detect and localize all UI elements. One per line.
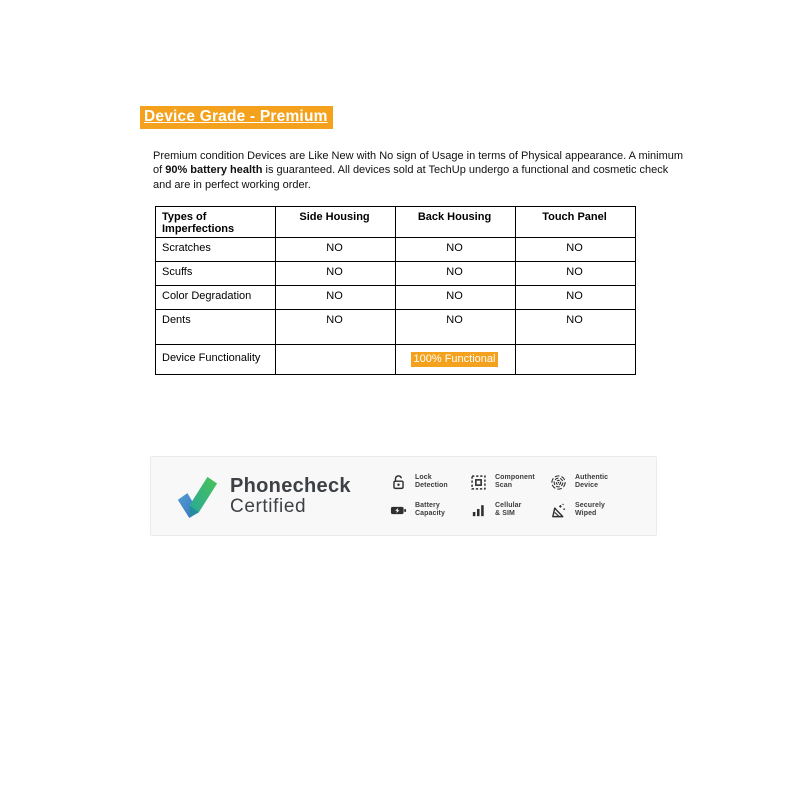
description-text-1: Premium condition Devices are Like New with No sign of Usage in terms of Physical appearance. A minimum of <box>153 150 684 177</box>
row-label: Scratches <box>156 238 276 262</box>
cell-value: NO <box>516 310 636 345</box>
cell-value: NO <box>276 286 396 310</box>
header-touch-panel: Touch Panel <box>516 207 636 238</box>
description-bold-text: 90% battery health <box>165 164 263 177</box>
feature-securely-wiped <box>550 502 630 519</box>
table-row <box>156 262 636 286</box>
cell-value: NO <box>276 238 396 262</box>
feature-label-line2: Detection <box>415 482 448 489</box>
brand-name: Phonecheck <box>230 474 351 497</box>
page-title: Device Grade - Premium <box>140 106 333 129</box>
feature-cellular-sim <box>470 502 550 519</box>
header-side-housing: Side Housing <box>276 207 396 238</box>
row-label: Device Functionality <box>156 345 276 375</box>
cell-value: NO <box>276 262 396 286</box>
feature-label <box>575 474 608 490</box>
feature-battery-capacity <box>390 502 470 519</box>
phonecheck-logo <box>173 473 351 519</box>
component-scan-icon <box>470 474 487 491</box>
table-row <box>156 345 636 375</box>
row-label: Dents <box>156 310 276 345</box>
brand-subtitle: Certified <box>230 495 307 517</box>
phonecheck-checkmark-icon <box>173 473 219 519</box>
cell-value: NO <box>516 238 636 262</box>
feature-label <box>495 474 535 490</box>
feature-label-line2: Wiped <box>575 510 597 517</box>
description-text-2: is guaranteed. All devices sold at TechUp undergo a functional and cosmetic check and are in perfect working order. <box>153 164 669 191</box>
table-header-row <box>156 207 636 238</box>
functional-highlight: 100% Functional <box>411 352 499 367</box>
cell-value-highlighted <box>396 345 516 375</box>
secure-wipe-icon <box>550 502 567 519</box>
cell-value <box>516 345 636 375</box>
signal-bars-icon <box>470 502 487 519</box>
table-row <box>156 286 636 310</box>
feature-label-line1: Component <box>495 474 535 481</box>
cell-value: NO <box>396 262 516 286</box>
feature-label-line1: Cellular <box>495 502 522 509</box>
row-label: Color Degradation <box>156 286 276 310</box>
cell-value: NO <box>276 310 396 345</box>
feature-label <box>415 502 445 518</box>
phonecheck-certified-badge <box>150 456 657 536</box>
feature-label <box>415 474 448 490</box>
feature-label-line1: Authentic <box>575 474 609 481</box>
feature-label <box>575 502 605 518</box>
feature-label-line1: Lock <box>415 474 432 481</box>
feature-label <box>495 502 521 518</box>
feature-label-line2: & SIM <box>495 510 515 517</box>
feature-authentic-device <box>550 474 630 491</box>
feature-label-line2: Capacity <box>415 510 445 517</box>
row-label: Scuffs <box>156 262 276 286</box>
feature-label-line2: Device <box>575 482 599 489</box>
feature-label-line1: Battery <box>415 502 440 509</box>
table-row <box>156 310 636 345</box>
cell-value <box>276 345 396 375</box>
cell-value: NO <box>396 286 516 310</box>
feature-label-line2: Scan <box>495 482 513 489</box>
cell-value: NO <box>516 262 636 286</box>
cell-value: NO <box>516 286 636 310</box>
feature-label-line1: Securely <box>575 502 605 509</box>
brand-text-block <box>230 476 351 517</box>
table-row <box>156 238 636 262</box>
header-back-housing: Back Housing <box>396 207 516 238</box>
feature-component-scan <box>470 474 550 491</box>
description-paragraph <box>153 149 686 192</box>
fingerprint-icon <box>550 474 567 491</box>
imperfections-table <box>155 206 636 375</box>
cell-value: NO <box>396 310 516 345</box>
feature-grid <box>390 474 630 519</box>
battery-icon <box>390 502 407 519</box>
header-types-of-imperfections: Types of Imperfections <box>156 207 276 238</box>
feature-lock-detection <box>390 474 470 491</box>
lock-icon <box>390 474 407 491</box>
cell-value: NO <box>396 238 516 262</box>
